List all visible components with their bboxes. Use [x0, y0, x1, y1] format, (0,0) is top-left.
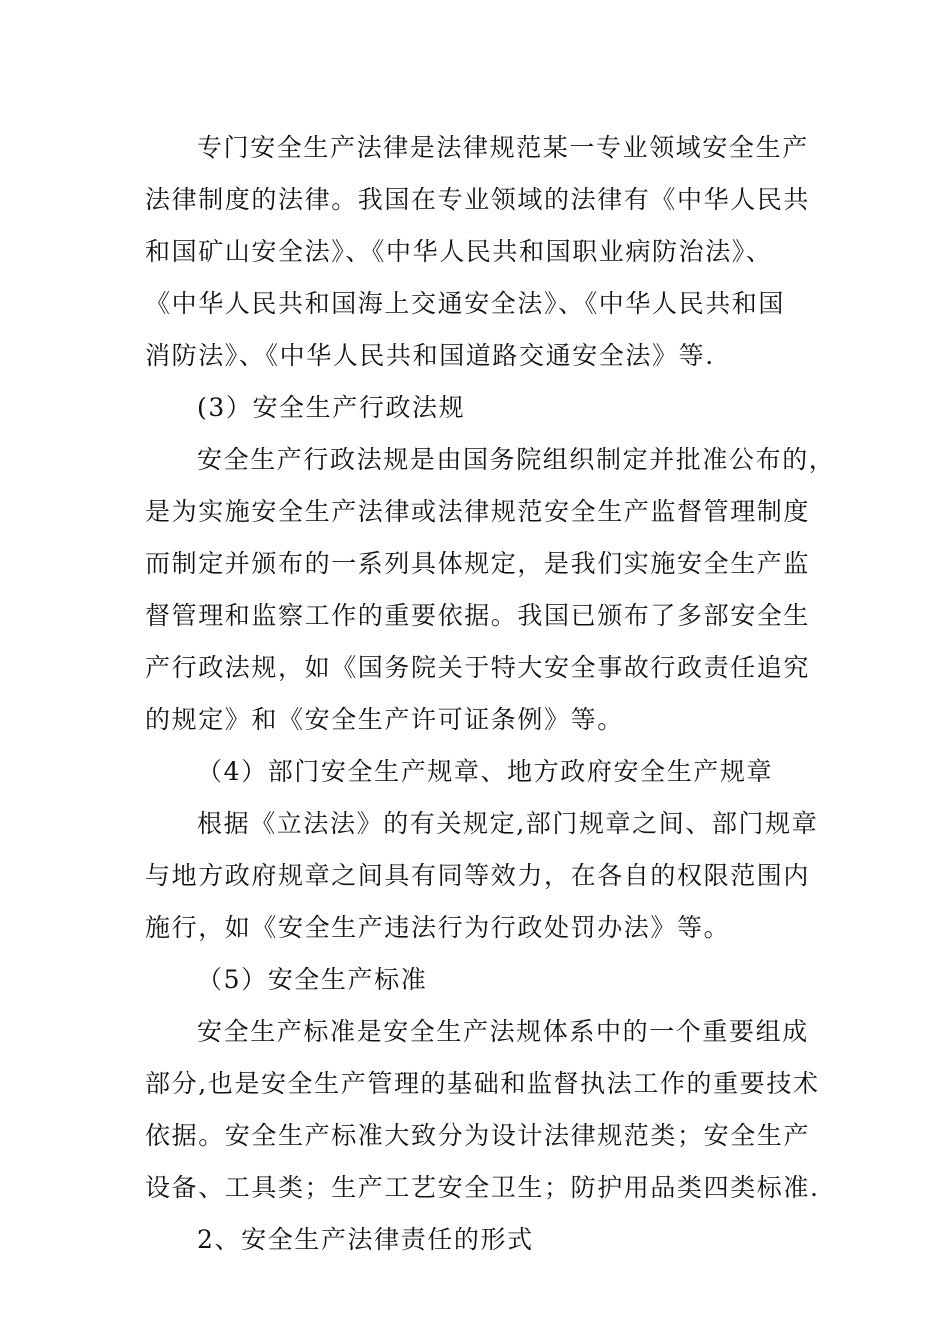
section-heading: （5）安全生产标准 — [197, 965, 428, 994]
paragraph-line: 而制定并颁布的一系列具体规定，是我们实施安全生产监 — [145, 549, 811, 578]
paragraph-line: 安全生产标准是安全生产法规体系中的一个重要组成 — [197, 1017, 809, 1046]
section-heading: (3）安全生产行政法规 — [197, 393, 466, 422]
paragraph-line: 专门安全生产法律是法律规范某一专业领域安全生产 — [197, 133, 809, 162]
paragraph-line: 安全生产行政法规是由国务院组织制定并批准公布的， — [197, 445, 836, 474]
paragraph-line: 的规定》和《安全生产许可证条例》等。 — [145, 705, 624, 734]
paragraph-line: 部分,也是安全生产管理的基础和监督执法工作的重要技术 — [145, 1069, 820, 1098]
paragraph-line: 产行政法规，如《国务院关于特大安全事故行政责任追究 — [145, 653, 811, 682]
paragraph-line: 是为实施安全生产法律或法律规范安全生产监督管理制度 — [145, 497, 811, 526]
paragraph-line: 和国矿山安全法》、《中华人民共和国职业病防治法》、 — [145, 237, 773, 266]
document-body — [145, 122, 836, 1266]
paragraph-line: 依据。安全生产标准大致分为设计法律规范类；安全生产 — [145, 1121, 811, 1150]
paragraph-line: 与地方政府规章之间具有同等效力，在各自的权限范围内 — [145, 861, 811, 890]
section-heading: 2、安全生产法律责任的形式 — [197, 1225, 534, 1254]
paragraph-line: 消防法》、《中华人民共和国道路交通安全法》等. — [145, 341, 715, 370]
paragraph-line: 施行，如《安全生产违法行为行政处罚办法》等。 — [145, 913, 731, 942]
paragraph-line: 设备、工具类；生产工艺安全卫生；防护用品类四类标准. — [145, 1173, 820, 1202]
paragraph-line: 《中华人民共和国海上交通安全法》、《中华人民共和国 — [145, 289, 786, 318]
paragraph-line: 法律制度的法律。我国在专业领域的法律有《中华人民共 — [145, 185, 811, 214]
section-heading: （4）部门安全生产规章、地方政府安全生产规章 — [197, 757, 774, 786]
paragraph-line: 督管理和监察工作的重要依据。我国已颁布了多部安全生 — [145, 601, 811, 630]
paragraph-line: 根据《立法法》的有关规定,部门规章之间、部门规章 — [197, 809, 819, 838]
